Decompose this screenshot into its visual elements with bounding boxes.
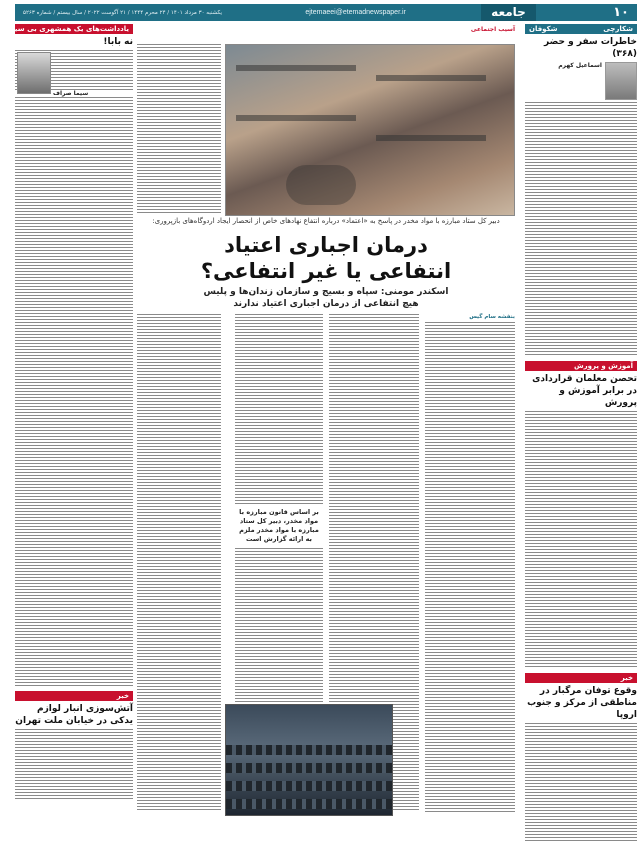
author-box (525, 62, 637, 100)
section-email[interactable]: ejtemaeei@etemadnewspaper.ir (305, 9, 406, 16)
subhead-line-1: اسکندر مومنی: سپاه و بسیج و سازمان زندان‌ها و پلیس (203, 287, 449, 297)
meeting-photo (225, 704, 393, 816)
pull-quote: بر اساس قانون مبارزه با مواد مخدر، دبیر کل ستاد مبارزه با مواد مخدر ملزم به ارائه گزارش است (239, 508, 319, 543)
main-subheadline (137, 286, 515, 310)
main-headline[interactable] (137, 232, 515, 284)
section-title: جامعه (481, 4, 536, 21)
story-title-no-way[interactable]: نه بابا! (103, 37, 133, 47)
body-column-1 (425, 314, 515, 814)
main-story (137, 24, 515, 814)
headline-line-2: انتفاعی یا غیر انتفاعی؟ (200, 259, 452, 283)
body-text (425, 322, 515, 812)
section-bar-news (525, 673, 637, 683)
main-kicker: دبیر کل ستاد مبارزه با مواد مخدر در پاسخ به «اعتماد» درباره انتفاع نهادهای خاص از انحصار ایجاد اردوگاه‌های بازپروری: (152, 217, 500, 225)
body-text (235, 548, 323, 718)
story-title-fire[interactable]: آتش‌سوزی انبار لوازم یدکی در خیابان ملت تهران (15, 704, 133, 726)
body-text (235, 314, 323, 504)
story-body-no-way (15, 97, 133, 687)
section-bar-label-secondary: شکوفان (529, 25, 558, 33)
author-photo (17, 52, 51, 94)
left-column (0, 24, 133, 814)
headline-line-1: درمان اجباری اعتیاد (224, 233, 428, 257)
page-header (15, 4, 637, 21)
right-column (525, 24, 637, 814)
story-body-fire (15, 729, 133, 799)
story-body-travel-memoirs (525, 102, 637, 357)
story-body-europe-storm (525, 723, 637, 843)
section-bar-label: یادداشت‌های یک همشهری بی سیست (0, 25, 129, 33)
story-title-europe-storm[interactable]: وقوع توفان مرگبار در مناطقی از مرکز و جنوب اروپا (527, 686, 637, 720)
main-side-text (137, 44, 221, 214)
section-bar-education (525, 361, 637, 371)
section-bar-label: شکارچی (603, 25, 633, 33)
byline: بنفشه سام گیس (469, 314, 515, 320)
main-photo-rehab-camp (225, 44, 515, 216)
date-line: یکشنبه ۳۰ مرداد ۱۴۰۱ / ۲۴ محرم ۱۴۴۴ / ۲۱ آگوست ۲۰۲۲ / سال بیستم / شماره ۵۲۶۳ (23, 9, 223, 16)
section-bar-label: آموزش و پرورش (573, 362, 633, 370)
section-bar-label: خبر (620, 674, 633, 682)
story-title-teachers-sit-in[interactable]: تحصن معلمان قراردادی در برابر آموزش و پرورش (532, 374, 637, 408)
author-name: اسماعیل کهرم (558, 62, 602, 69)
section-bar-notes (0, 24, 133, 34)
section-bar-news-left (15, 691, 133, 701)
story-body-teachers-sit-in (525, 411, 637, 669)
page-number: ۱۰ (613, 5, 629, 20)
section-bar-hunter (525, 24, 637, 34)
section-bar-label: خبر (116, 692, 129, 700)
body-column-4 (137, 314, 221, 814)
author-photo (605, 62, 637, 100)
subhead-line-2: هیچ انتفاعی از درمان اجباری اعتیاد ندارند (233, 299, 419, 309)
author-name: سیما صراف (53, 90, 89, 97)
story-title-travel-memoirs[interactable]: خاطرات سفر و حضر (۳۶۸) (544, 37, 637, 59)
main-story-tag: آسیب اجتماعی (470, 26, 515, 33)
body-text (137, 314, 221, 812)
